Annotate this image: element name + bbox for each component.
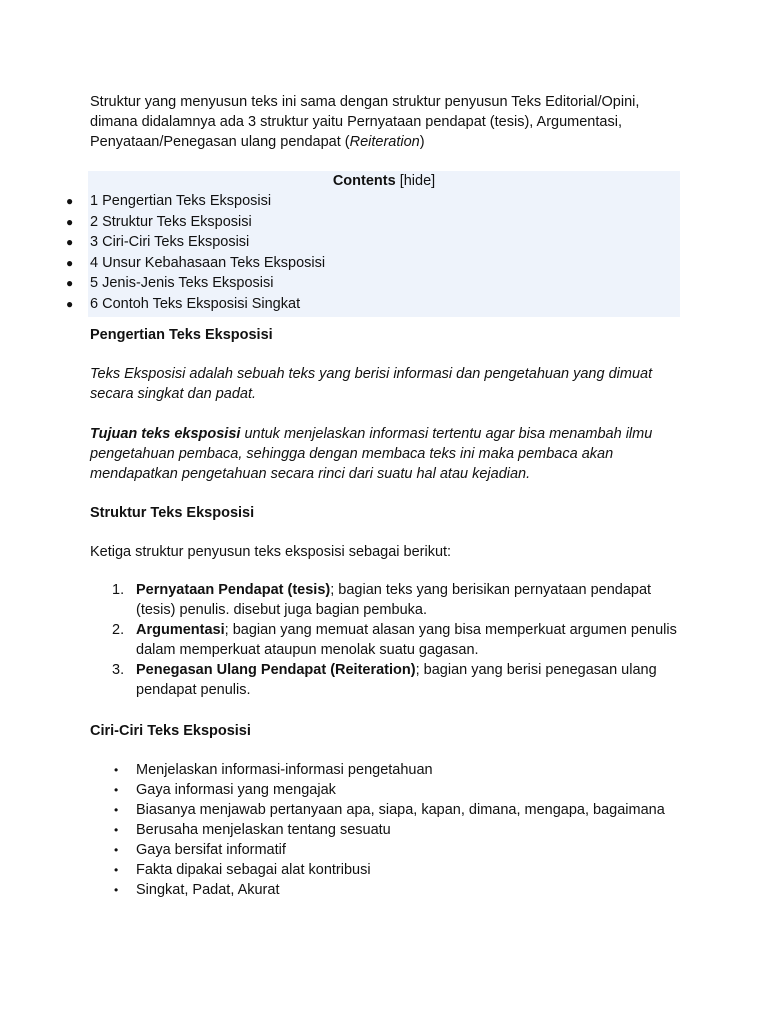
toc-item-label[interactable]: 2 Struktur Teks Eksposisi (90, 213, 252, 230)
purpose-bold-term: Tujuan teks eksposisi (90, 426, 241, 442)
struktur-lead-paragraph: Ketiga struktur penyusun teks eksposisi sebagai berikut: (90, 544, 452, 560)
list-item-bold: Pernyataan Pendapat (tesis) (136, 582, 331, 598)
table-of-contents (66, 171, 680, 317)
list-item (90, 580, 680, 620)
list-number: 3. (112, 662, 125, 678)
list-item (90, 660, 680, 700)
bullet-icon: ● (66, 214, 74, 229)
bullet-icon: • (114, 803, 119, 817)
intro-text: Struktur yang menyusun teks ini sama dengan struktur penyusun Teks Editorial/Opini, dimana didalamnya ada 3 struktur yaitu Pernyataan pendapat (tesis), Argumentasi, Penyataan/Penegasan ulang pendapat ( (90, 94, 640, 150)
toc-item-label[interactable]: 4 Unsur Kebahasaan Teks Eksposisi (90, 254, 326, 271)
list-item (90, 620, 680, 660)
toc-hide-toggle[interactable]: [hide] (399, 173, 436, 189)
list-number: 2. (112, 622, 125, 638)
toc-item[interactable] (66, 294, 680, 315)
toc-list (66, 191, 680, 314)
toc-item[interactable] (66, 232, 680, 253)
bullet-icon: ● (66, 255, 74, 270)
list-item-text: Menjelaskan informasi-informasi pengetahuan (136, 762, 433, 778)
purpose-text: untuk menjelaskan informasi tertentu agar bisa menambah ilmu pengetahuan pembaca, sehingga dengan membaca teks ini maka pembaca akan mendapatkan pengetahuan secara rinci dari suatu hal atau kejadian. (90, 426, 653, 482)
list-item-bold: Argumentasi (136, 622, 225, 638)
section-heading-struktur: Struktur Teks Eksposisi (90, 505, 255, 521)
bullet-icon: ● (66, 194, 74, 208)
definition-paragraph: Teks Eksposisi adalah sebuah teks yang berisi informasi dan pengetahuan yang dimuat secara singkat dan padat. (90, 366, 653, 402)
list-item-text: Gaya bersifat informatif (136, 842, 286, 858)
list-item (90, 760, 680, 780)
intro-paragraph (90, 92, 680, 152)
struktur-list (90, 580, 680, 700)
bullet-icon: ● (66, 276, 74, 290)
toc-item-label[interactable]: 1 Pengertian Teks Eksposisi (90, 193, 272, 209)
list-item-text: Singkat, Padat, Akurat (136, 882, 280, 898)
list-item (90, 840, 680, 860)
list-item (90, 860, 680, 880)
toc-item-label[interactable]: 6 Contoh Teks Eksposisi Singkat (90, 295, 301, 312)
ciri-list (90, 760, 680, 900)
toc-item[interactable] (66, 191, 680, 212)
section-heading-ciri: Ciri-Ciri Teks Eksposisi (90, 723, 251, 739)
list-item-text: Biasanya menjawab pertanyaan apa, siapa, kapan, dimana, mengapa, bagaimana (136, 802, 665, 818)
bullet-icon: • (114, 843, 119, 857)
bullet-icon: • (114, 883, 119, 897)
purpose-paragraph (90, 424, 680, 484)
toc-item-label[interactable]: 5 Jenis-Jenis Teks Eksposisi (90, 275, 274, 291)
list-item-text: ; bagian yang memuat alasan yang bisa memperkuat argumen penulis dalam memperkuat ataupun menolak suatu gagasan. (136, 622, 677, 658)
toc-item[interactable] (66, 253, 680, 274)
list-item-bold: Penegasan Ulang Pendapat (Reiteration) (136, 662, 416, 678)
bullet-icon: • (114, 863, 119, 877)
bullet-icon: • (114, 763, 119, 777)
section-heading-pengertian: Pengertian Teks Eksposisi (90, 327, 273, 343)
list-item (90, 820, 680, 840)
list-item-text: ; bagian yang berisi penegasan ulang pendapat penulis. (136, 662, 657, 698)
list-item-text: Fakta dipakai sebagai alat kontribusi (136, 862, 371, 878)
bullet-icon: ● (66, 296, 74, 311)
toc-item[interactable] (66, 273, 680, 294)
toc-item[interactable] (66, 212, 680, 233)
intro-text-end: ) (419, 134, 425, 150)
toc-header (88, 171, 680, 191)
list-number: 1. (112, 582, 125, 598)
intro-italic-term: Reiteration (349, 134, 420, 150)
list-item (90, 880, 680, 900)
list-item-text: ; bagian teks yang berisikan pernyataan pendapat (tesis) penulis. disebut juga bagian pembuka. (136, 582, 652, 618)
list-item (90, 780, 680, 800)
bullet-icon: • (114, 783, 119, 797)
bullet-icon: • (114, 823, 119, 837)
list-item (90, 800, 680, 820)
toc-title: Contents (332, 173, 396, 189)
toc-item-label[interactable]: 3 Ciri-Ciri Teks Eksposisi (90, 234, 250, 250)
list-item-text: Berusaha menjelaskan tentang sesuatu (136, 822, 391, 838)
list-item-text: Gaya informasi yang mengajak (136, 782, 336, 798)
bullet-icon: ● (66, 235, 74, 249)
